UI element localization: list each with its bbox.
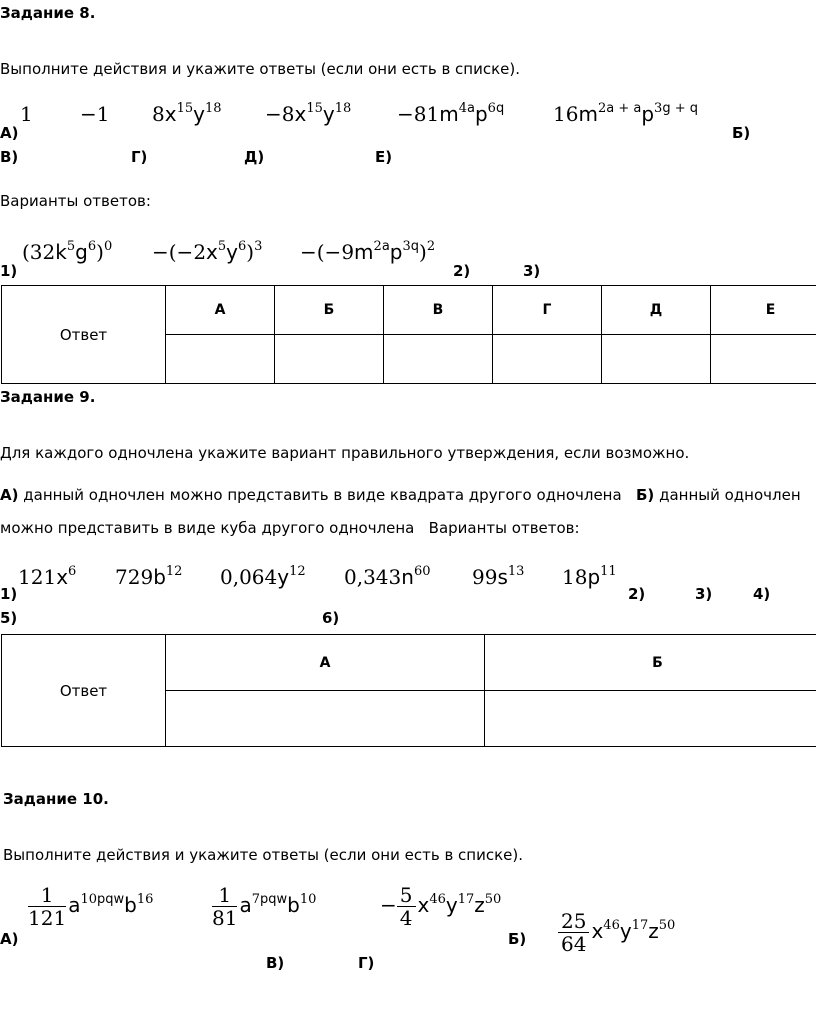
task8-letter-g: Г): [131, 148, 148, 166]
task8-expr-e: $16m^{2a + a}p^{3g + q}$: [553, 101, 699, 126]
task8-answer-table: [1, 285, 816, 384]
task9-monomial-4: $0,343n^{60}$: [344, 564, 431, 589]
task8-number-1: 1): [0, 262, 18, 280]
task9-monomial-1: $121x^6$: [18, 564, 77, 589]
task10-letter-a: А): [0, 930, 19, 948]
task8-answer-cell-b[interactable]: [275, 335, 384, 384]
task10-instruction: Выполните действия и укажите ответы (если они есть в списке).: [3, 846, 524, 864]
task9-instruction: Для каждого одночлена укажите вариант правильного утверждения, если возможно.: [0, 444, 690, 462]
task9-line2: можно представить в виде куба другого одночлена Варианты ответов:: [0, 519, 580, 537]
task10-expr-g: $\frac{25}{64}$ $x^{46}y^{17}z^{50}$: [558, 910, 675, 955]
task9-answer-table: [1, 634, 816, 747]
task10-letter-v: В): [266, 954, 285, 972]
task9-monomial-5: $99s^{13}$: [472, 564, 525, 589]
task8-variant-1: $(32k^5g^6)^0$: [22, 239, 113, 264]
task8-letter-v: В): [0, 148, 19, 166]
task8-header-a: А: [166, 286, 275, 335]
task8-answer-cell-e[interactable]: [711, 335, 816, 384]
task8-expr-v: $8x^{15}y^{18}$: [152, 101, 222, 126]
task8-header-d: Д: [602, 286, 711, 335]
task10-letter-g: Г): [358, 954, 375, 972]
task8-letter-b: Б): [732, 124, 751, 142]
task8-answer-row-label: Ответ: [2, 286, 166, 384]
task9-answer-cell-b[interactable]: [485, 691, 816, 747]
task9-header-b: Б: [485, 635, 816, 691]
task9-monomial-6: $18p^{11}$: [562, 564, 617, 589]
task9-title: Задание 9.: [0, 388, 96, 406]
task8-letter-d: Д): [244, 148, 265, 166]
task10-letter-b: Б): [508, 930, 527, 948]
task8-number-3: 3): [523, 262, 541, 280]
task8-expr-d: $-81m^{4a}p^{6q}$: [397, 101, 505, 126]
task8-header-v: В: [384, 286, 493, 335]
task9-number-4: 4): [753, 585, 771, 603]
task8-letter-a: А): [0, 124, 19, 142]
task9-monomial-3: $0,064y^{12}$: [220, 564, 306, 589]
task8-expr-a: 1: [20, 102, 33, 126]
task9-number-5: 5): [0, 609, 18, 627]
task9-number-6: 6): [322, 609, 340, 627]
task8-answer-cell-a[interactable]: [166, 335, 275, 384]
task9-answer-row-label: Ответ: [2, 635, 166, 747]
task9-option-a-label: А): [0, 486, 19, 504]
task8-letter-e: Е): [375, 148, 393, 166]
task9-number-3: 3): [695, 585, 713, 603]
task9-monomial-2: $729b^{12}$: [115, 564, 183, 589]
task8-answer-cell-d[interactable]: [602, 335, 711, 384]
task8-variant-3: $-(-9m^{2a}p^{3q})^2$: [300, 239, 436, 264]
task9-number-1: 1): [0, 585, 18, 603]
task9-option-a-text: данный одночлен можно представить в виде квадрата другого одночлена: [23, 486, 622, 504]
task8-expr-g: $-8x^{15}y^{18}$: [265, 101, 352, 126]
task8-instruction: Выполните действия и укажите ответы (если они есть в списке).: [0, 60, 521, 78]
task8-variants-label: Варианты ответов:: [0, 192, 151, 210]
task9-option-b-text: данный одночлен: [659, 486, 801, 504]
task8-title: Задание 8.: [0, 4, 96, 22]
task8-header-b: Б: [275, 286, 384, 335]
task9-header-a: А: [166, 635, 485, 691]
task8-variant-2: $-(-2x^5y^6)^3$: [152, 239, 263, 264]
task9-option-b-label: Б): [636, 486, 655, 504]
task8-number-2: 2): [453, 262, 471, 280]
task9-line1: [0, 486, 801, 504]
task10-expr-v: − $\frac{5}{4}$ $x^{46}y^{17}z^{50}$: [380, 883, 502, 930]
task10-expr-b: $\frac{1}{81}$ $a^{7pqw}b^{10}$: [212, 883, 317, 930]
task8-header-g: Г: [493, 286, 602, 335]
task10-title: Задание 10.: [3, 790, 109, 808]
task8-answer-cell-v[interactable]: [384, 335, 493, 384]
task8-header-e: Е: [711, 286, 816, 335]
task8-expr-b: −1: [80, 102, 110, 126]
task10-expr-a: $\frac{1}{121}$ $a^{10pqw}b^{16}$: [28, 883, 154, 930]
task9-answer-cell-a[interactable]: [166, 691, 485, 747]
task8-answer-cell-g[interactable]: [493, 335, 602, 384]
task9-number-2: 2): [628, 585, 646, 603]
